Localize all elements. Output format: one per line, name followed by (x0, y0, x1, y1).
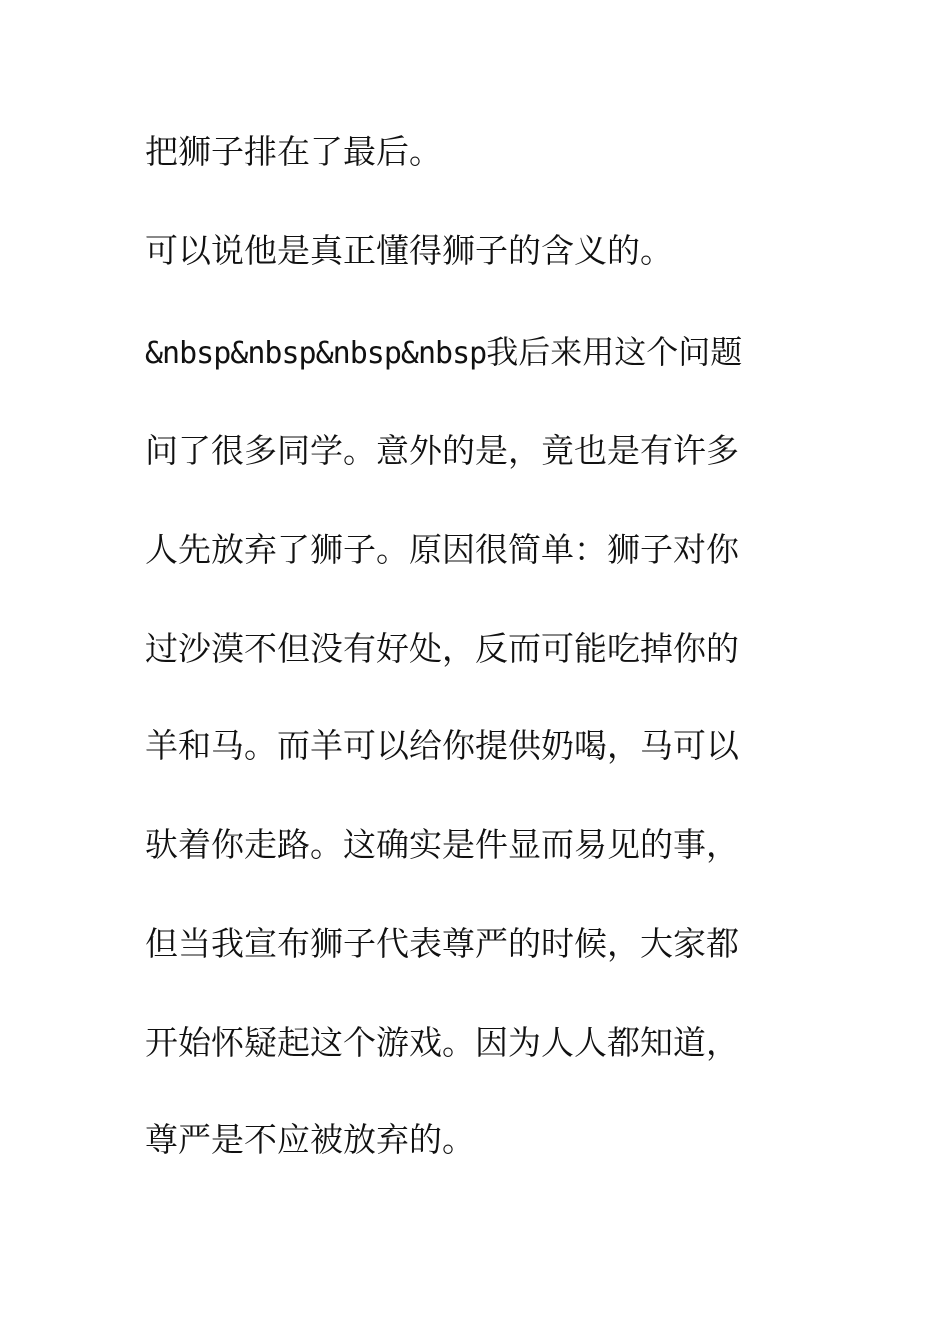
text-line-1: 把狮子排在了最后。 (145, 132, 442, 171)
nbsp-entities-text: &nbsp&nbsp&nbsp&nbsp (145, 336, 487, 371)
text-line-5: 人先放弃了狮子。原因很简单：狮子对你 (145, 530, 739, 569)
text-line-10: 开始怀疑起这个游戏。因为人人都知道， (145, 1023, 739, 1062)
text-line-3 (145, 327, 815, 377)
text-line-11: 尊严是不应被放弃的。 (145, 1120, 475, 1159)
text-line-6: 过沙漠不但没有好处，反而可能吃掉你的 (145, 629, 739, 668)
text-line-4: 问了很多同学。意外的是，竟也是有许多 (145, 431, 739, 470)
text-line-7: 羊和马。而羊可以给你提供奶喝，马可以 (145, 726, 739, 765)
text-line-2: 可以说他是真正懂得狮子的含义的。 (145, 231, 673, 270)
text-line-9: 但当我宣布狮子代表尊严的时候，大家都 (145, 924, 739, 963)
text-line-8: 驮着你走路。这确实是件显而易见的事， (145, 825, 739, 864)
text-line-3-chinese: 我后来用这个问题 (486, 333, 743, 371)
